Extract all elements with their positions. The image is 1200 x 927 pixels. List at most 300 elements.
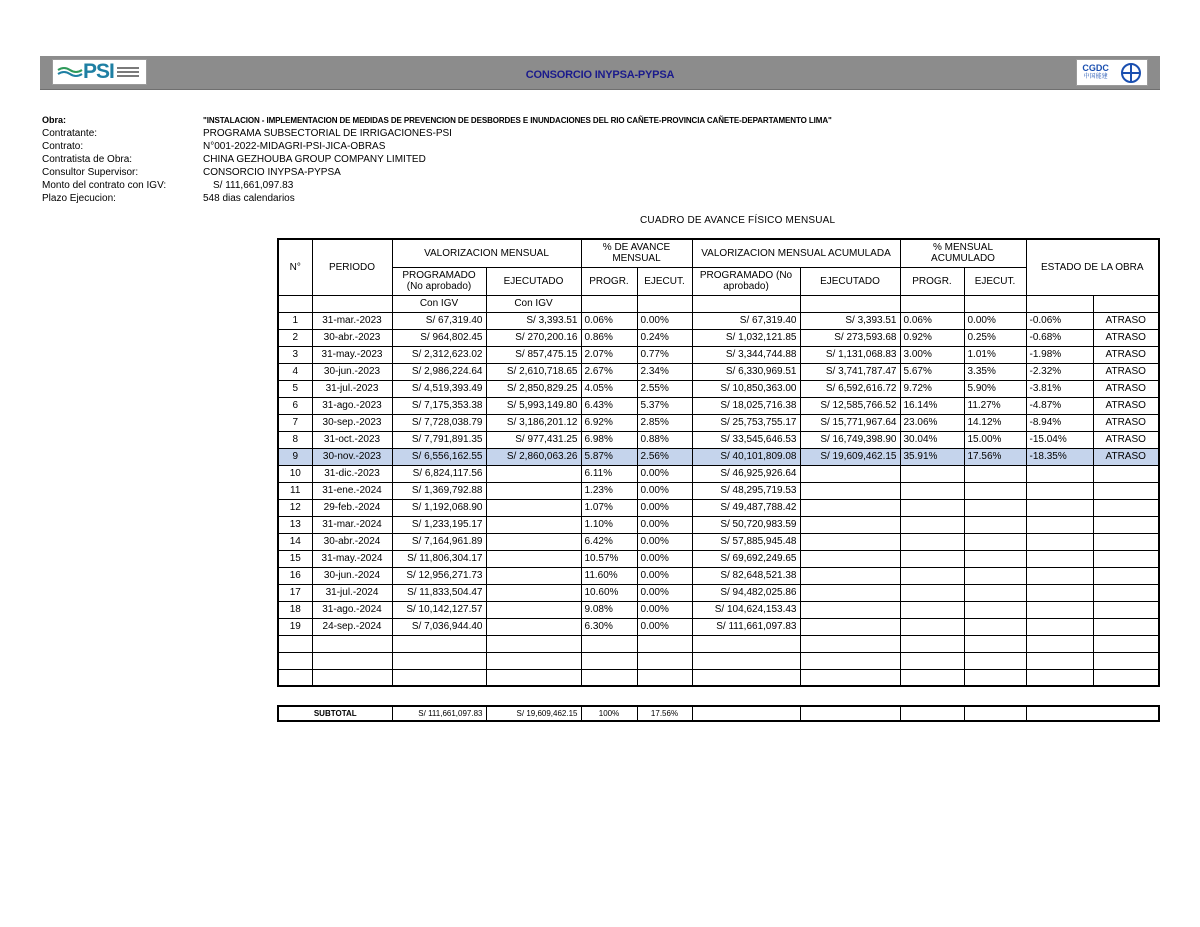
progress-table	[277, 238, 1160, 687]
cell-dif: -1.98%	[1026, 346, 1093, 363]
cell-n: 9	[278, 448, 312, 465]
cell-pejec: 0.00%	[637, 533, 692, 550]
cell-periodo: 30-abr.-2024	[312, 533, 392, 550]
header-con-igv: Con IGV	[486, 295, 581, 312]
cell-n: 11	[278, 482, 312, 499]
cell-n: 2	[278, 329, 312, 346]
empty-cell	[486, 669, 581, 686]
cell-periodo: 31-mar.-2023	[312, 312, 392, 329]
empty-cell	[392, 652, 486, 669]
subtotal-programado: S/ 111,661,097.83	[392, 706, 486, 721]
cell-periodo: 31-dic.-2023	[312, 465, 392, 482]
cell-prog: S/ 4,519,393.49	[392, 380, 486, 397]
cell-ejec	[486, 584, 581, 601]
cell-periodo: 31-oct.-2023	[312, 431, 392, 448]
header-blank	[312, 295, 392, 312]
empty-cell	[692, 635, 800, 652]
subtotal-empty	[692, 706, 800, 721]
cell-acejec	[964, 465, 1026, 482]
cell-pprog: 1.23%	[581, 482, 637, 499]
cell-prog: S/ 11,833,504.47	[392, 584, 486, 601]
cell-aejec: S/ 6,592,616.72	[800, 380, 900, 397]
psi-logo-text: PSI	[83, 60, 114, 83]
cell-ejec: S/ 5,993,149.80	[486, 397, 581, 414]
cell-prog: S/ 7,791,891.35	[392, 431, 486, 448]
header-pct-acumulado: % MENSUAL ACUMULADO	[900, 239, 1026, 267]
cell-acprog	[900, 550, 964, 567]
empty-cell	[312, 652, 392, 669]
cell-dif	[1026, 601, 1093, 618]
cell-acejec: 3.35%	[964, 363, 1026, 380]
cell-acejec	[964, 584, 1026, 601]
table-row	[278, 363, 1159, 380]
cell-acejec	[964, 550, 1026, 567]
cell-prog: S/ 10,142,127.57	[392, 601, 486, 618]
cell-pprog: 2.07%	[581, 346, 637, 363]
cell-aejec: S/ 15,771,967.64	[800, 414, 900, 431]
header-progr: PROGR.	[581, 267, 637, 295]
cell-ejec	[486, 567, 581, 584]
empty-cell	[1026, 652, 1093, 669]
cell-pejec: 2.85%	[637, 414, 692, 431]
cell-dif: -15.04%	[1026, 431, 1093, 448]
cell-periodo: 31-jul.-2023	[312, 380, 392, 397]
cell-aprog: S/ 33,545,646.53	[692, 431, 800, 448]
empty-cell	[800, 635, 900, 652]
info-value: CONSORCIO INYPSA-PYPSA	[203, 167, 341, 178]
table-row	[278, 397, 1159, 414]
header-blank	[1026, 295, 1093, 312]
empty-cell	[581, 635, 637, 652]
cell-ejec	[486, 499, 581, 516]
cell-acprog: 9.72%	[900, 380, 964, 397]
table-row	[278, 312, 1159, 329]
cell-aprog: S/ 57,885,945.48	[692, 533, 800, 550]
cell-prog: S/ 67,319.40	[392, 312, 486, 329]
header-avance-mensual: % DE AVANCE MENSUAL	[581, 239, 692, 267]
cell-pejec: 0.88%	[637, 431, 692, 448]
table-row	[278, 329, 1159, 346]
cell-ejec: S/ 857,475.15	[486, 346, 581, 363]
cell-acprog: 0.92%	[900, 329, 964, 346]
empty-cell	[581, 652, 637, 669]
cell-estado	[1093, 533, 1159, 550]
cell-estado: ATRASO	[1093, 312, 1159, 329]
cell-ejec: S/ 3,393.51	[486, 312, 581, 329]
cell-acprog	[900, 584, 964, 601]
empty-cell	[581, 669, 637, 686]
table-row	[278, 618, 1159, 635]
cell-prog: S/ 7,164,961.89	[392, 533, 486, 550]
cell-pejec: 0.00%	[637, 618, 692, 635]
cell-aejec: S/ 12,585,766.52	[800, 397, 900, 414]
table-title: CUADRO DE AVANCE FÍSICO MENSUAL	[640, 215, 836, 226]
cell-acejec: 15.00%	[964, 431, 1026, 448]
cell-prog: S/ 7,175,353.38	[392, 397, 486, 414]
cell-aprog: S/ 1,032,121.85	[692, 329, 800, 346]
header-val-acumulada: VALORIZACION MENSUAL ACUMULADA	[692, 239, 900, 267]
cell-pprog: 0.86%	[581, 329, 637, 346]
cell-ejec: S/ 977,431.25	[486, 431, 581, 448]
table-row	[278, 601, 1159, 618]
subtotal-empty	[964, 706, 1026, 721]
empty-cell	[278, 635, 312, 652]
cell-aejec	[800, 601, 900, 618]
cell-dif: -4.87%	[1026, 397, 1093, 414]
cell-aprog: S/ 104,624,153.43	[692, 601, 800, 618]
cell-ejec	[486, 533, 581, 550]
globe-icon	[1120, 62, 1142, 84]
cell-acprog: 30.04%	[900, 431, 964, 448]
cell-pprog: 6.92%	[581, 414, 637, 431]
cell-pejec: 0.00%	[637, 465, 692, 482]
cell-n: 4	[278, 363, 312, 380]
cell-pprog: 6.42%	[581, 533, 637, 550]
info-label: Obra:	[42, 115, 67, 125]
cell-estado: ATRASO	[1093, 448, 1159, 465]
cell-aejec	[800, 499, 900, 516]
cell-periodo: 31-ago.-2024	[312, 601, 392, 618]
cell-periodo: 30-jun.-2024	[312, 567, 392, 584]
cell-n: 19	[278, 618, 312, 635]
cell-pejec: 0.00%	[637, 516, 692, 533]
cell-n: 8	[278, 431, 312, 448]
cell-estado: ATRASO	[1093, 397, 1159, 414]
cell-aejec	[800, 533, 900, 550]
cell-acprog	[900, 499, 964, 516]
cell-ejec	[486, 465, 581, 482]
cell-n: 1	[278, 312, 312, 329]
cell-acejec: 1.01%	[964, 346, 1026, 363]
cell-acprog	[900, 465, 964, 482]
subtotal-pct-ejecut: 17.56%	[637, 706, 692, 721]
cell-aprog: S/ 82,648,521.38	[692, 567, 800, 584]
cell-dif: -8.94%	[1026, 414, 1093, 431]
cell-periodo: 31-may.-2023	[312, 346, 392, 363]
info-label: Contratista de Obra:	[42, 154, 133, 165]
cell-acprog: 3.00%	[900, 346, 964, 363]
cell-n: 10	[278, 465, 312, 482]
cell-prog: S/ 6,824,117.56	[392, 465, 486, 482]
cell-estado	[1093, 567, 1159, 584]
cell-pejec: 0.24%	[637, 329, 692, 346]
cell-pprog: 4.05%	[581, 380, 637, 397]
header-val-mensual: VALORIZACION MENSUAL	[392, 239, 581, 267]
cell-estado	[1093, 516, 1159, 533]
cell-aejec: S/ 19,609,462.15	[800, 448, 900, 465]
cell-prog: S/ 2,312,623.02	[392, 346, 486, 363]
cell-n: 7	[278, 414, 312, 431]
cell-periodo: 30-jun.-2023	[312, 363, 392, 380]
header-ejecutado: EJECUTADO	[486, 267, 581, 295]
header-blank	[637, 295, 692, 312]
cell-pejec: 0.00%	[637, 601, 692, 618]
cell-acejec: 14.12%	[964, 414, 1026, 431]
info-value: CHINA GEZHOUBA GROUP COMPANY LIMITED	[203, 154, 426, 165]
cell-dif: -18.35%	[1026, 448, 1093, 465]
subtotal-table	[277, 705, 1160, 722]
cell-estado: ATRASO	[1093, 414, 1159, 431]
empty-cell	[312, 669, 392, 686]
cell-dif	[1026, 465, 1093, 482]
empty-row	[278, 669, 1159, 686]
cell-estado	[1093, 550, 1159, 567]
empty-cell	[278, 652, 312, 669]
cell-aprog: S/ 10,850,363.00	[692, 380, 800, 397]
cell-ejec: S/ 2,850,829.25	[486, 380, 581, 397]
empty-cell	[964, 652, 1026, 669]
cell-aprog: S/ 46,925,926.64	[692, 465, 800, 482]
cell-pprog: 6.98%	[581, 431, 637, 448]
header-blank	[1093, 295, 1159, 312]
cell-aejec	[800, 516, 900, 533]
table-row	[278, 431, 1159, 448]
cell-periodo: 31-ago.-2023	[312, 397, 392, 414]
cell-estado	[1093, 618, 1159, 635]
cell-dif	[1026, 584, 1093, 601]
cell-ejec	[486, 516, 581, 533]
info-label: Monto del contrato con IGV:	[42, 180, 167, 191]
empty-cell	[1093, 635, 1159, 652]
cell-prog: S/ 1,192,068.90	[392, 499, 486, 516]
cell-estado	[1093, 499, 1159, 516]
cell-n: 17	[278, 584, 312, 601]
cell-n: 12	[278, 499, 312, 516]
cell-aejec	[800, 482, 900, 499]
cell-ejec	[486, 618, 581, 635]
cell-estado: ATRASO	[1093, 431, 1159, 448]
cell-acprog: 16.14%	[900, 397, 964, 414]
subtotal-empty	[1026, 706, 1159, 721]
cell-pprog: 0.06%	[581, 312, 637, 329]
cell-periodo: 29-feb.-2024	[312, 499, 392, 516]
cell-aprog: S/ 48,295,719.53	[692, 482, 800, 499]
cell-periodo: 31-mar.-2024	[312, 516, 392, 533]
cell-pejec: 0.00%	[637, 499, 692, 516]
info-value: PROGRAMA SUBSECTORIAL DE IRRIGACIONES-PSI	[203, 128, 452, 139]
cell-acejec	[964, 601, 1026, 618]
cell-periodo: 30-sep.-2023	[312, 414, 392, 431]
cell-n: 15	[278, 550, 312, 567]
info-row-contrato	[42, 140, 832, 153]
header-blank	[692, 295, 800, 312]
info-row-contratante	[42, 127, 832, 140]
table-row	[278, 346, 1159, 363]
header-programado: PROGRAMADO (No aprobado)	[392, 267, 486, 295]
cell-dif	[1026, 482, 1093, 499]
cell-ejec: S/ 3,186,201.12	[486, 414, 581, 431]
empty-row	[278, 635, 1159, 652]
empty-cell	[692, 669, 800, 686]
cell-pprog: 6.43%	[581, 397, 637, 414]
cell-prog: S/ 1,233,195.17	[392, 516, 486, 533]
empty-row	[278, 652, 1159, 669]
subtotal-pct-progr: 100%	[581, 706, 637, 721]
page-header-title: CONSORCIO INYPSA-PYPSA	[525, 69, 675, 81]
table-row	[278, 499, 1159, 516]
info-value: 548 dias calendarios	[203, 193, 295, 204]
cell-acejec	[964, 499, 1026, 516]
cell-dif: -0.68%	[1026, 329, 1093, 346]
cell-periodo: 31-may.-2024	[312, 550, 392, 567]
header-blank	[900, 295, 964, 312]
info-value: S/ 111,661,097.83	[213, 180, 294, 191]
cell-n: 13	[278, 516, 312, 533]
header-ejecut: EJECUT.	[637, 267, 692, 295]
cell-dif	[1026, 533, 1093, 550]
cgdc-logo	[1076, 59, 1148, 86]
header-bar	[40, 56, 1160, 90]
header-progr-acum: PROGR.	[900, 267, 964, 295]
cell-acprog: 5.67%	[900, 363, 964, 380]
cell-aejec: S/ 1,131,068.83	[800, 346, 900, 363]
cell-aejec: S/ 3,393.51	[800, 312, 900, 329]
table-row	[278, 482, 1159, 499]
cell-prog: S/ 12,956,271.73	[392, 567, 486, 584]
empty-cell	[964, 669, 1026, 686]
cell-acejec: 11.27%	[964, 397, 1026, 414]
cell-pprog: 10.57%	[581, 550, 637, 567]
cell-estado: ATRASO	[1093, 329, 1159, 346]
table-body	[278, 312, 1159, 686]
empty-cell	[900, 669, 964, 686]
table-row	[278, 584, 1159, 601]
cell-pprog: 1.10%	[581, 516, 637, 533]
cell-pprog: 10.60%	[581, 584, 637, 601]
info-label: Contratante:	[42, 128, 98, 139]
header-ejecutado-acum: EJECUTADO	[800, 267, 900, 295]
cell-n: 14	[278, 533, 312, 550]
table-row	[278, 567, 1159, 584]
header-blank	[278, 295, 312, 312]
header-blank	[581, 295, 637, 312]
cell-prog: S/ 11,806,304.17	[392, 550, 486, 567]
header-periodo: PERIODO	[312, 239, 392, 295]
cell-dif	[1026, 516, 1093, 533]
cgdc-logo-label: CGDC	[1082, 62, 1109, 73]
cell-aejec: S/ 3,741,787.47	[800, 363, 900, 380]
cell-pejec: 5.37%	[637, 397, 692, 414]
subtotal-label: SUBTOTAL	[278, 706, 392, 721]
cell-ejec: S/ 2,860,063.26	[486, 448, 581, 465]
table-row	[278, 448, 1159, 465]
info-label: Contrato:	[42, 141, 84, 152]
subtotal-row	[278, 706, 1159, 721]
cell-dif	[1026, 499, 1093, 516]
info-label: Plazo Ejecucion:	[42, 193, 116, 204]
cell-dif	[1026, 567, 1093, 584]
table-row	[278, 414, 1159, 431]
cell-aejec: S/ 16,749,398.90	[800, 431, 900, 448]
cgdc-logo-sub: 中国能建	[1083, 73, 1108, 80]
cell-acejec	[964, 533, 1026, 550]
cell-n: 6	[278, 397, 312, 414]
cell-aejec	[800, 567, 900, 584]
cell-ejec	[486, 550, 581, 567]
cell-periodo: 30-abr.-2023	[312, 329, 392, 346]
cell-periodo: 31-jul.-2024	[312, 584, 392, 601]
cell-pejec: 2.56%	[637, 448, 692, 465]
info-row-plazo	[42, 192, 832, 205]
cell-n: 3	[278, 346, 312, 363]
cell-prog: S/ 2,986,224.64	[392, 363, 486, 380]
cell-ejec	[486, 601, 581, 618]
cell-acprog	[900, 567, 964, 584]
cell-pprog: 11.60%	[581, 567, 637, 584]
project-info	[42, 114, 832, 205]
cell-aprog: S/ 67,319.40	[692, 312, 800, 329]
cell-periodo: 24-sep.-2024	[312, 618, 392, 635]
cell-acejec	[964, 567, 1026, 584]
cell-acprog	[900, 533, 964, 550]
cell-acprog: 0.06%	[900, 312, 964, 329]
cell-pejec: 0.00%	[637, 584, 692, 601]
info-row-contratista	[42, 153, 832, 166]
cell-pejec: 2.34%	[637, 363, 692, 380]
info-value: N°001-2022-MIDAGRI-PSI-JICA-OBRAS	[203, 141, 386, 152]
subtotal-empty	[900, 706, 964, 721]
cell-estado: ATRASO	[1093, 380, 1159, 397]
cell-periodo: 30-nov.-2023	[312, 448, 392, 465]
empty-cell	[1026, 635, 1093, 652]
cell-pejec: 0.00%	[637, 550, 692, 567]
cell-prog: S/ 7,036,944.40	[392, 618, 486, 635]
cell-aprog: S/ 111,661,097.83	[692, 618, 800, 635]
empty-cell	[964, 635, 1026, 652]
cell-acejec: 17.56%	[964, 448, 1026, 465]
info-row-monto	[42, 179, 832, 192]
empty-cell	[1026, 669, 1093, 686]
cell-prog: S/ 1,369,792.88	[392, 482, 486, 499]
info-value: "INSTALACION - IMPLEMENTACION DE MEDIDAS DE PREVENCION DE DESBORDES E INUNDACIONES DEL RIO CAÑETE-PROVINCIA CAÑETE-DEPARTAMENTO LIMA"	[203, 116, 832, 125]
empty-cell	[800, 669, 900, 686]
info-row-supervisor	[42, 166, 832, 179]
header-ejecut-acum: EJECUT.	[964, 267, 1026, 295]
empty-cell	[900, 635, 964, 652]
cell-dif	[1026, 550, 1093, 567]
table-row	[278, 516, 1159, 533]
cell-aejec	[800, 584, 900, 601]
cell-ejec: S/ 2,610,718.65	[486, 363, 581, 380]
cell-aprog: S/ 3,344,744.88	[692, 346, 800, 363]
cell-acejec: 5.90%	[964, 380, 1026, 397]
cell-acprog: 35.91%	[900, 448, 964, 465]
cell-pejec: 0.00%	[637, 312, 692, 329]
cell-estado: ATRASO	[1093, 346, 1159, 363]
cell-dif: -3.81%	[1026, 380, 1093, 397]
empty-cell	[392, 635, 486, 652]
cell-aprog: S/ 18,025,716.38	[692, 397, 800, 414]
table-row	[278, 550, 1159, 567]
info-label: Consultor Supervisor:	[42, 167, 139, 178]
subtotal-ejecutado: S/ 19,609,462.15	[486, 706, 581, 721]
empty-cell	[800, 652, 900, 669]
cell-ejec	[486, 482, 581, 499]
empty-cell	[312, 635, 392, 652]
header-programado-acum: PROGRAMADO (No aprobado)	[692, 267, 800, 295]
empty-cell	[1093, 652, 1159, 669]
empty-cell	[637, 669, 692, 686]
cell-acejec: 0.25%	[964, 329, 1026, 346]
empty-cell	[900, 652, 964, 669]
cell-aprog: S/ 6,330,969.51	[692, 363, 800, 380]
cell-pejec: 2.55%	[637, 380, 692, 397]
info-row-obra	[42, 114, 832, 127]
cell-acejec: 0.00%	[964, 312, 1026, 329]
cell-n: 18	[278, 601, 312, 618]
cell-aprog: S/ 94,482,025.86	[692, 584, 800, 601]
cell-estado	[1093, 465, 1159, 482]
